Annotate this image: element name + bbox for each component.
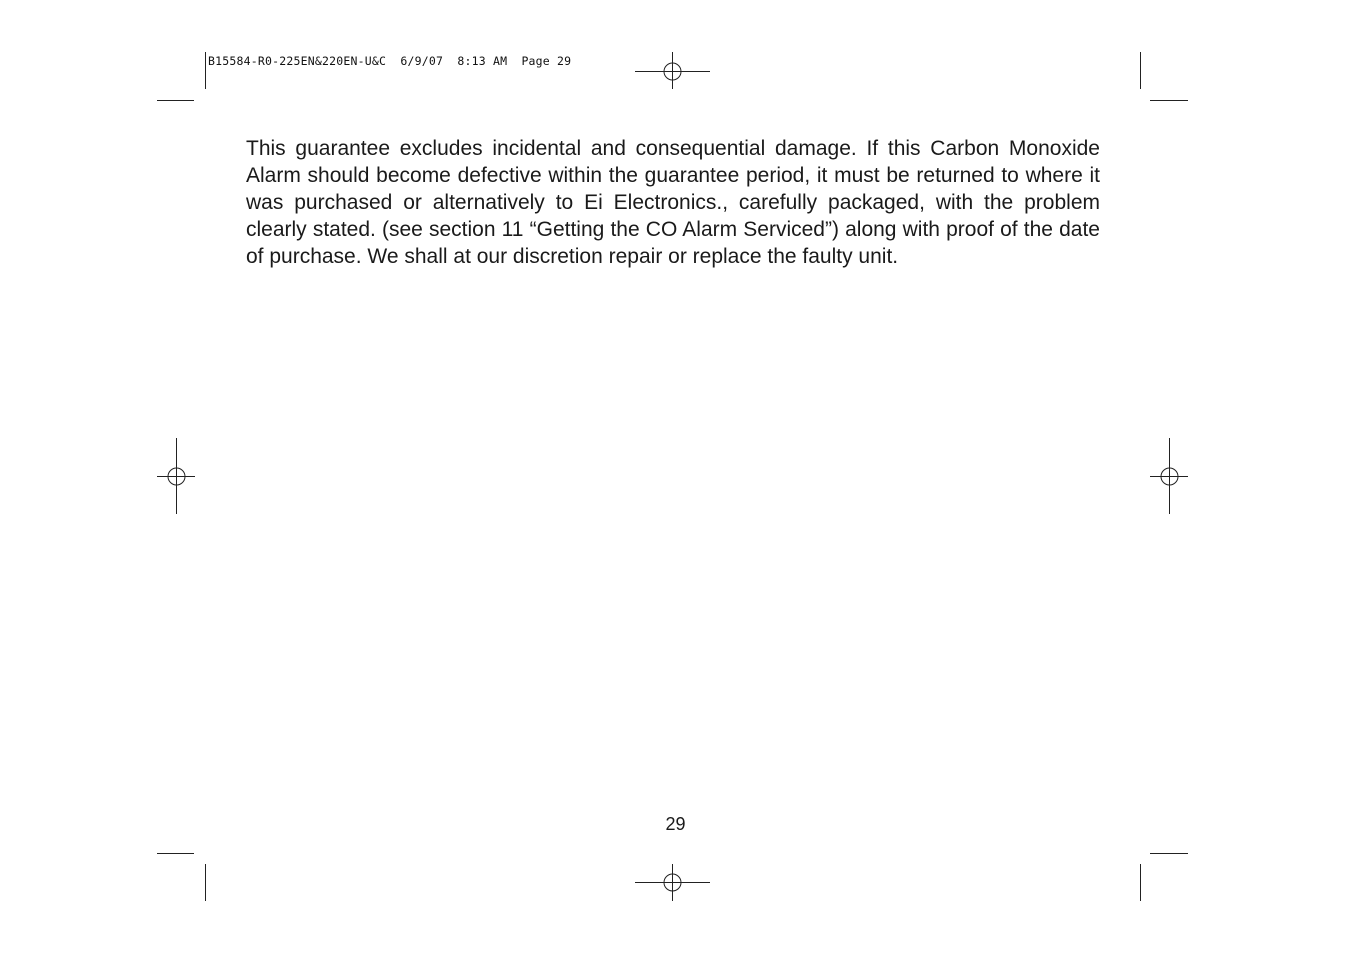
registration-mark-right — [1150, 438, 1188, 514]
registration-mark-top — [635, 52, 710, 89]
guarantee-paragraph: This guarantee excludes incidental and consequential damage. If this Carbon Monoxide Alarm should become defective within the guarantee period, it must be returned to where it was purchased or alternatively to Ei Electronics., carefully packaged, with the problem clearly stated. (see section 11 “Getting the CO Alarm Serviced”) along with proof of the date of purchase. We shall at our discretion repair or replace the faulty unit. — [246, 137, 1100, 268]
print-slug-line: B15584-R0-225EN&220EN-U&C 6/9/07 8:13 AM Page 29 — [208, 54, 572, 68]
registration-mark-left — [157, 438, 195, 514]
page-number: 29 — [665, 814, 686, 834]
registration-mark-bottom — [635, 864, 710, 901]
